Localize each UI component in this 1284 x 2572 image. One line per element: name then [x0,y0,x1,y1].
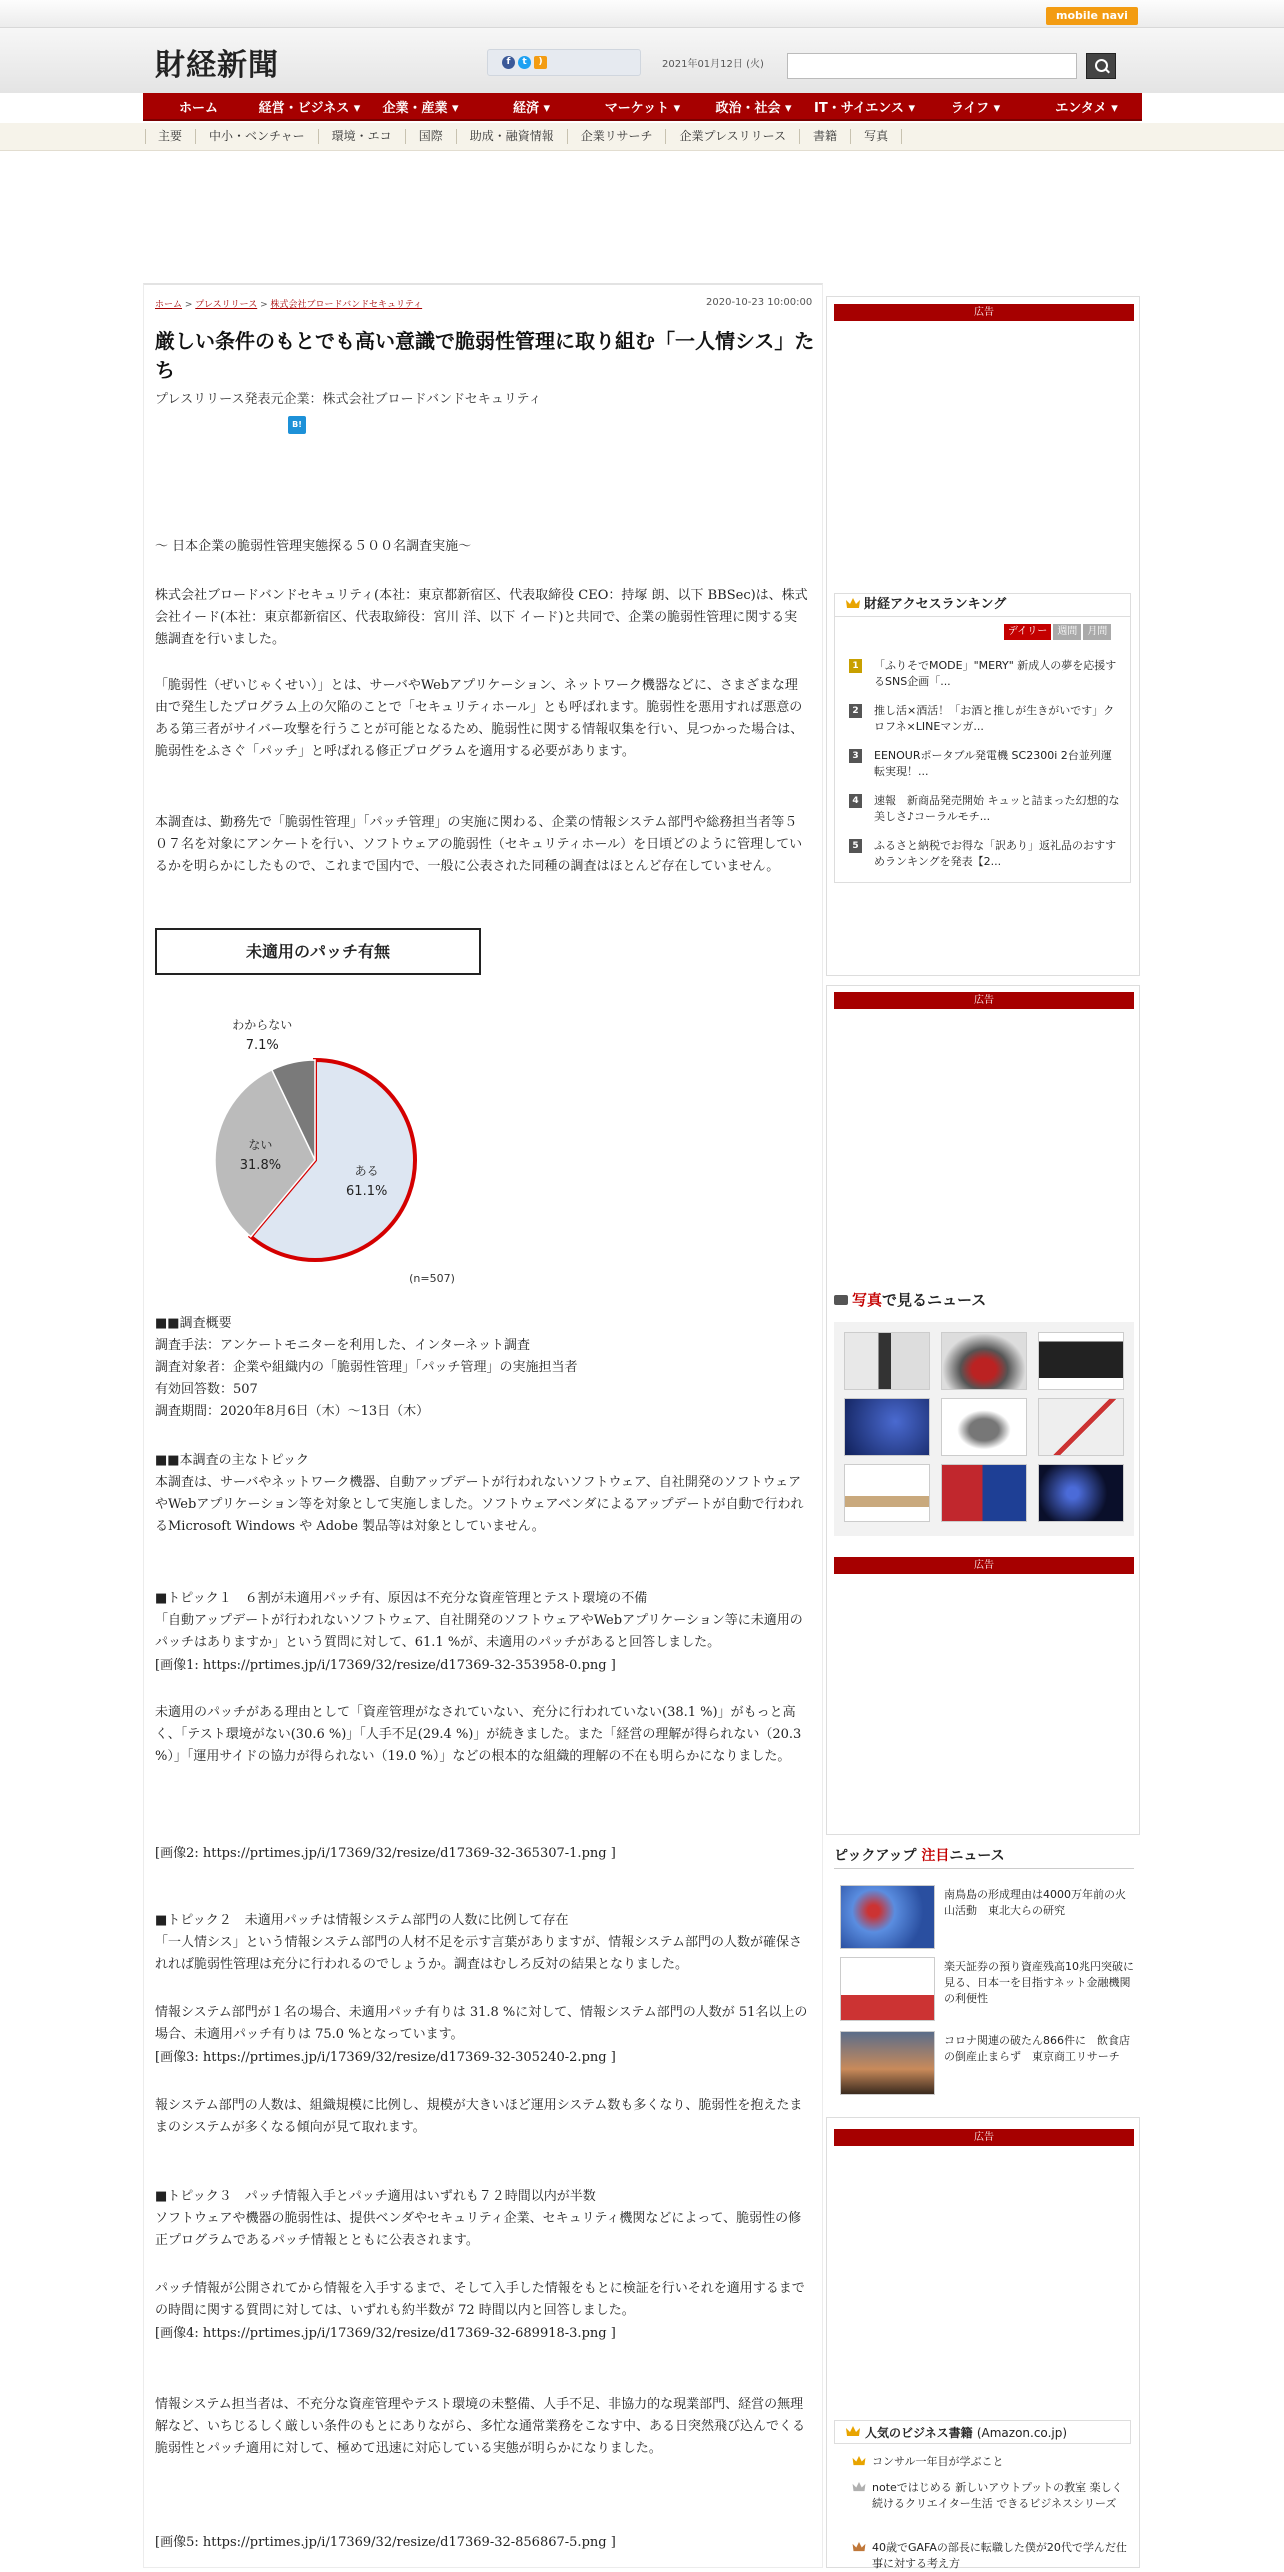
article-title: 厳しい条件のもとでも高い意識で脆弱性管理に取り組む「一人情シス」たち [155,329,815,382]
hatena-bookmark-button[interactable]: B! [288,416,306,434]
ranking-text: ふるさと納税でお得な「訳あり」返礼品のおすすめランキングを発表【2... [874,839,1117,868]
book-item[interactable] [872,2480,1127,2512]
search-button[interactable] [1086,53,1116,79]
pickup-item[interactable] [840,1957,1132,2027]
photo-grid [834,1322,1134,1536]
books-title-text: 人気のビジネス書籍 [865,2426,973,2440]
pie-value-label: 7.1% [245,1037,279,1053]
subnav-item[interactable]: 主要 [145,129,196,144]
subnav-item[interactable]: 国際 [406,129,457,144]
ranking-text: EENOURポータブル発電機 SC2300i 2台並列運転実現！... [874,749,1112,778]
subnav-item[interactable]: 写真 [851,129,902,144]
image-link[interactable]: [画像1: https://prtimes.jp/i/17369/32/resize/d17369-32-353958-0.png ] [155,1658,616,1673]
camera-icon [834,1295,848,1305]
pickup-text: 楽天証券の預り資産残高10兆円突破に見る、日本一を目指すネット金融機関の利便性 [944,1960,1134,2005]
photo-thumb[interactable] [941,1332,1027,1390]
pickup-title-a: ピックアップ [834,1848,922,1864]
books-title [834,2420,1131,2444]
rank-number: 1 [849,659,862,673]
topic2-heading: ■トピック２ 未適用パッチは情報システム部門の人数に比例して存在 [155,1913,569,1928]
crown-icon [852,2542,866,2553]
photo-thumb[interactable] [1038,1464,1124,1522]
book-title: noteではじめる 新しいアウトプットの教室 楽しく続けるクリエイター生活 できるビジネスシリーズ [872,2481,1123,2510]
pickup-title-red: 注目 [921,1848,950,1864]
topic3-heading: ■トピック３ パッチ情報入手とパッチ適用はいずれも７２時間以内が半数 [155,2189,596,2204]
article-lead: ～ 日本企業の脆弱性管理実態探る５００名調査実施～ [155,539,472,554]
site-logo[interactable]: 財経新聞 [155,48,279,83]
image-link[interactable]: [画像4: https://prtimes.jp/i/17369/32/resize/d17369-32-689918-3.png ] [155,2326,616,2341]
survey-line: 調査対象者：企業や組織内の「脆弱性管理」「パッチ管理」の実施担当者 [155,1360,578,1375]
breadcrumb-press[interactable]: プレスリリース [195,300,258,310]
chart-title: 未適用のパッチ有無 [155,928,481,975]
facebook-icon[interactable]: f [502,56,515,69]
tab-daily[interactable]: デイリー [1004,624,1051,640]
photo-news-title [834,1289,1134,1310]
pickup-image [840,1957,935,2021]
sub-nav [0,123,1284,151]
article-issuer: プレスリリース発表元企業：株式会社ブロードバンドセキュリティ [155,392,542,407]
topics-heading: ■■本調査の主なトピック [155,1453,310,1468]
survey-line: 有効回答数：507 [155,1382,258,1397]
survey-heading: ■■調査概要 [155,1316,232,1331]
photo-thumb[interactable] [941,1398,1027,1456]
photo-thumb[interactable] [844,1332,930,1390]
survey-line: 調査期間：2020年8月6日（木）～13日（木） [155,1404,430,1419]
pie-chart [160,1000,480,1300]
ranking-item[interactable] [852,703,1122,735]
nav-it-science[interactable]: IT・サイエンス ▾ [814,100,915,116]
pickup-image [840,1885,935,1949]
subnav-item[interactable]: 企業リサーチ [568,129,667,144]
social-buttons [487,49,641,76]
article-paragraph: 本調査は、勤務先で「脆弱性管理」「パッチ管理」の実施に関わる、企業の情報システム部門や総務担当者等５０７名を対象にアンケートを行い、ソフトウェアの脆弱性（セキュリティホール）を日頃どのように管理しているかを明らかにしたもので、これまで国内で、一般に公表された同種の調査はほとんど存在していません。 [155,815,803,874]
topic1-heading: ■トピック１ ６割が未適用パッチ有、原因は不充分な資産管理とテスト環境の不備 [155,1591,648,1606]
nav-business[interactable]: 経営・ビジネス ▾ [258,100,361,116]
photo-thumb[interactable] [844,1398,930,1456]
ranking-title: 財経アクセスランキング [834,593,1131,617]
breadcrumb-company[interactable]: 株式会社ブロードバンドセキュリティ [270,300,423,310]
main-nav [143,93,1142,121]
photo-thumb[interactable] [1038,1398,1124,1456]
rank-number: 5 [849,839,862,853]
topic3-body3: 情報システム担当者は、不充分な資産管理やテスト環境の未整備、人手不足、非協力的な現業部門、経営の無理解など、いちじるしく厳しい条件のもとにありながら、多忙な通常業務をこなす中、ある日突然飛び込んでくる脆弱性とパッチ適用に対して、極めて迅速に対応している実態が明らかになりました。 [155,2397,806,2456]
topic1-body2: 未適用のパッチがある理由として「資産管理がなされていない、充分に行われていない(38.1 %)」がもっと高く、「テスト環境がない(30.6 %)」「人手不足(29.4 %)」が続きました。また「経営の理解が得られない（20.3 %）」「運用サイドの協力が得られない（19.0 %）」などの根本的な組織的理解の不在も明らかになりました。 [155,1705,802,1764]
nav-industry[interactable]: 企業・産業 ▾ [382,100,459,116]
ranking-item[interactable] [852,748,1122,780]
photo-title-rest: で見るニュース [882,1291,987,1309]
pickup-item[interactable] [840,2031,1132,2101]
survey-line: 調査手法：アンケートモニターを利用した、インターネット調査 [155,1338,531,1353]
topic3-body2: パッチ情報が公開されてから情報を入手するまで、そして入手した情報をもとに検証を行いそれを適用するまでの時間に関する質問に対しては、いずれも約半数が 72 時間以内と回答しました。 [155,2281,805,2318]
ranking-item[interactable] [852,658,1122,690]
subnav-item[interactable]: 環境・エコ [319,129,406,144]
article-paragraph: 株式会社ブロードバンドセキュリティ(本社：東京都新宿区、代表取締役 CEO：持塚 朗、以下 BBSec)は、株式会社イード(本社：東京都新宿区、代表取締役：宮川 洋、以下 イード)と共同で、企業の脆弱性管理に関する実態調査を行いました。 [155,588,808,647]
ad-label: 広告 [834,992,1134,1009]
article-date: 2020-10-23 10:00:00 [706,297,813,308]
pie-category-label: ある [354,1163,379,1178]
photo-thumb[interactable] [941,1464,1027,1522]
topic1-body: 「自動アップデートが行われないソフトウェア、自社開発のソフトウェアやWebアプリケーション等に未適用のパッチはありますか」という質問に対して、61.1 %が、未適用のパッチがあると回答しました。 [155,1613,803,1650]
ranking-tabs [1004,624,1111,640]
subnav-item[interactable]: 助成・融資情報 [457,129,568,144]
topic2-body: 「一人情シス」という情報システム部門の人材不足を示す言葉がありますが、情報システム部門の人数が確保されれば脆弱性管理は充分に行われるのでしょうか。調査はむしろ反対の結果となりました。 [155,1935,803,1972]
pickup-title [834,1845,1134,1869]
rss-icon[interactable]: ) [534,56,547,69]
ranking-text: 速報 新商品発売開始 キュッと詰まった幻想的な美しさ♪コーラルモチ... [874,794,1120,823]
nav-politics[interactable]: 政治・社会 ▾ [715,100,792,116]
pickup-title-b: ニュース [949,1848,1005,1864]
topic2-body2: 情報システム部門が１名の場合、未適用パッチ有りは 31.8 %に対して、情報システム部門の人数が 51名以上の場合、未適用パッチ有りは 75.0 %となっています。 [155,2005,808,2042]
nav-home[interactable]: ホーム [178,100,218,116]
mobile-navi-link[interactable]: mobile navi [1046,7,1138,25]
header-date: 2021年01月12日 (火) [662,59,764,70]
nav-economy[interactable]: 経済 ▾ [512,100,551,116]
pickup-text: コロナ関連の破たん866件に 飲食店の倒産止まらず 東京商工リサーチ [944,2034,1130,2063]
subnav-item[interactable]: 書籍 [800,129,851,144]
breadcrumb: ホーム > プレスリリース > 株式会社ブロードバンドセキュリティ [155,300,423,310]
topic2-body3: 報システム部門の人数は、組織規模に比例し、規模が大きいほど運用システム数も多くなり、脆弱性を抱えたままのシステムが多くなる傾向が見て取れます。 [155,2098,803,2135]
ranking-text: 「ふりそでMODE」"MERY" 新成人の夢を応援するSNS企画「... [874,659,1117,688]
topics-body: 本調査は、サーバやネットワーク機器、自動アップデートが行われないソフトウェア、自社開発のソフトウェアやWebアプリケーション等を対象として実施しました。ソフトウェアベンダによるアップデートが自動で行われるMicrosoft Windows や Adobe 製品等は対象としていません。 [155,1475,804,1534]
photo-thumb[interactable] [844,1464,930,1522]
image-link[interactable]: [画像2: https://prtimes.jp/i/17369/32/resize/d17369-32-365307-1.png ] [155,1846,616,1861]
ranking-text: 推し活×酒活！「お酒と推しが生きがいです」クロフネ×LINEマンガ... [874,704,1115,733]
pickup-text: 南鳥島の形成理由は4000万年前の火山活動 東北大らの研究 [944,1888,1126,1917]
tab-monthly[interactable]: 月間 [1083,624,1111,640]
ad-label: 広告 [834,304,1134,321]
breadcrumb-home[interactable]: ホーム [155,300,183,310]
topic3-body: ソフトウェアや機器の脆弱性は、提供ベンダやセキュリティ企業、セキュリティ機関などによって、脆弱性の修正プログラムであるパッチ情報とともに公表されます。 [155,2211,802,2248]
article-paragraph: 「脆弱性（ぜいじゃくせい）」とは、サーバやWebアプリケーション、ネットワーク機器などに、さまざまな理由で発生したプログラム上の欠陥のことで「セキュリティホール」とも呼ばれます。脆弱性を悪用すれば悪意のある第三者がサイバー攻撃を行うことが可能となるため、脆弱性に関する情報収集を行い、見つかった場合は、脆弱性をふさぐ「パッチ」と呼ばれる修正プログラムを適用する必要があります。 [155,678,804,759]
search-input[interactable] [787,53,1077,79]
book-item[interactable] [872,2540,1127,2572]
ad-label: 広告 [834,1557,1134,1574]
subnav-item[interactable]: 中小・ベンチャー [196,129,319,144]
pie-note: (n=507) [409,1272,455,1285]
rank-number: 4 [849,794,862,808]
ranking-item[interactable] [852,793,1122,825]
book-title: 40歳でGAFAの部長に転職した僕が20代で学んだ仕事に対する考え方 [872,2541,1127,2570]
book-title: コンサル一年目が学ぶこと [872,2455,1004,2468]
pie-category-label: ない [248,1138,273,1153]
crown-icon [846,598,860,610]
tab-weekly[interactable]: 週間 [1053,624,1081,640]
nav-entertainment[interactable]: エンタメ ▾ [1055,100,1118,116]
book-item[interactable] [872,2454,1127,2470]
subnav-item[interactable]: 企業プレスリリース [666,129,800,144]
nav-market[interactable]: マーケット ▾ [604,100,681,116]
image-link[interactable]: [画像5: https://prtimes.jp/i/17369/32/resize/d17369-32-856867-5.png ] [155,2535,616,2550]
pie-value-label: 61.1% [346,1183,388,1199]
crown-icon [846,2426,860,2438]
photo-thumb[interactable] [1038,1332,1124,1390]
nav-life[interactable]: ライフ ▾ [950,100,1001,116]
twitter-icon[interactable]: t [518,56,531,69]
rank-number: 2 [849,704,862,718]
pickup-image [840,2031,935,2095]
image-link[interactable]: [画像3: https://prtimes.jp/i/17369/32/resize/d17369-32-305240-2.png ] [155,2050,616,2065]
crown-icon [852,2482,866,2493]
ranking-item[interactable] [852,838,1122,870]
pickup-item[interactable] [840,1885,1132,1955]
books-source: (Amazon.co.jp) [976,2426,1068,2440]
pie-value-label: 31.8% [239,1158,282,1174]
photo-title-red: 写真 [852,1291,883,1309]
rank-number: 3 [849,749,862,763]
pie-category-label: わからない [232,1017,293,1032]
ad-label: 広告 [834,2129,1134,2146]
crown-icon [852,2456,866,2467]
